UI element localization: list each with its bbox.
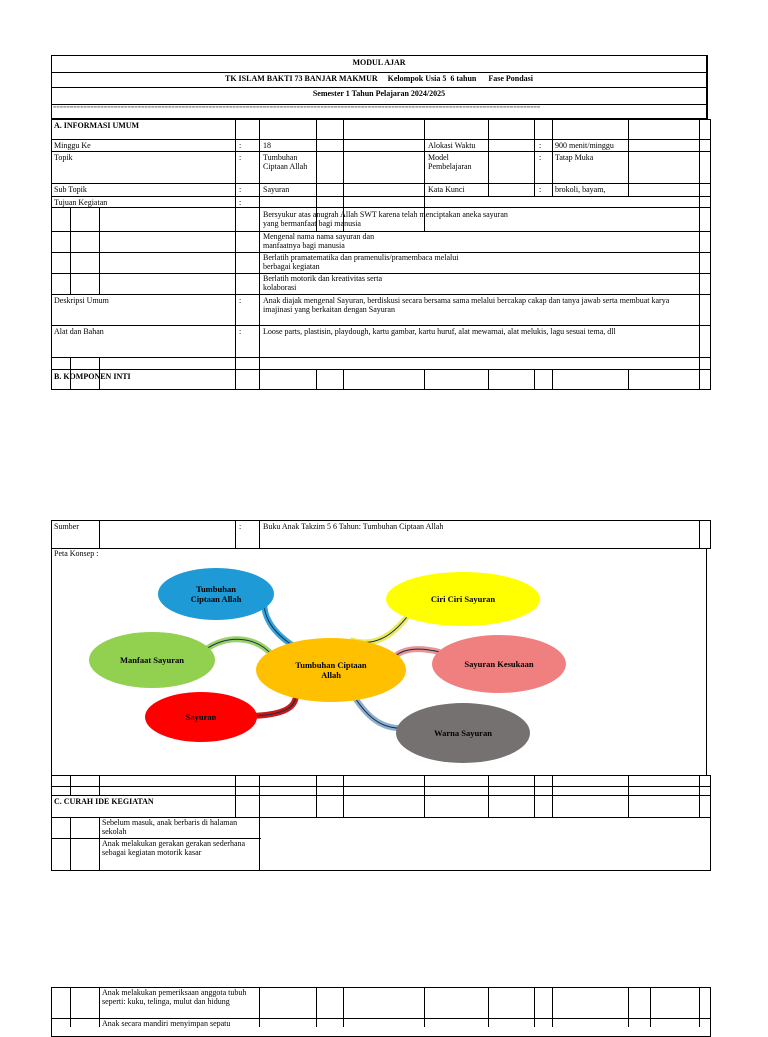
curah-ide-item: Anak melakukan pemeriksaan anggota tubuh seperti: kuku, telinga, mulut dan hidung bbox=[102, 988, 247, 1006]
node-label: Tumbuhan Ciptaan Allah bbox=[190, 584, 242, 604]
alat-value: Loose parts, plastisin, playdough, kartu gambar, kartu huruf, alat mewarnai, alat melukis, lagu sesuai tema, dll bbox=[263, 327, 616, 336]
node-sayuran bbox=[145, 692, 257, 742]
separator-line: ================================================================================================================================================ bbox=[53, 105, 541, 111]
sumber-value: Buku Anak Takzim 5 6 Tahun: Tumbuhan Ciptaan Allah bbox=[263, 522, 444, 531]
node-warna bbox=[396, 703, 530, 763]
peta-konsep-label: Peta Konsep : bbox=[54, 549, 99, 558]
tujuan-item: Berlatih motorik dan kreativitas serta kolaborasi bbox=[263, 274, 383, 292]
curah-ide-item: Anak secara mandiri menyimpan sepatu bbox=[102, 1019, 231, 1028]
subtopik-value: Sayuran bbox=[263, 185, 290, 194]
node-center-label: Tumbuhan Ciptaan Allah bbox=[295, 660, 367, 680]
subtopik-label: Sub Topik bbox=[54, 185, 87, 194]
model-label: Model Pembelajaran bbox=[428, 153, 472, 171]
deskripsi-label: Deskripsi Umum bbox=[54, 296, 109, 305]
alokasi-value: 900 menit/minggu bbox=[555, 141, 614, 150]
node-kesukaan bbox=[432, 635, 566, 693]
node-label: Warna Sayuran bbox=[434, 728, 492, 738]
alat-label: Alat dan Bahan bbox=[54, 327, 104, 336]
tujuan-label: Tujuan Kegiatan bbox=[54, 198, 108, 207]
section-a-heading: A. INFORMASI UMUM bbox=[54, 121, 140, 130]
node-label: Sayuran Kesukaan bbox=[464, 659, 534, 669]
minggu-label: Minggu Ke bbox=[54, 141, 91, 150]
sumber-label: Sumber bbox=[54, 522, 79, 531]
node-label: Manfaat Sayuran bbox=[120, 655, 184, 665]
colon: : bbox=[539, 141, 542, 150]
node-center bbox=[256, 638, 406, 702]
colon: : bbox=[239, 522, 242, 531]
alokasi-label: Alokasi Waktu bbox=[428, 141, 476, 150]
colon: : bbox=[539, 153, 542, 162]
colon: : bbox=[239, 296, 242, 305]
topik-value: Tumbuhan Ciptaan Allah bbox=[263, 153, 308, 171]
minggu-value: 18 bbox=[263, 141, 271, 150]
module-title: MODUL AJAR bbox=[352, 58, 406, 67]
node-tumbuhan bbox=[158, 568, 274, 620]
colon: : bbox=[239, 198, 242, 207]
model-value: Tatap Muka bbox=[555, 153, 594, 162]
colon: : bbox=[539, 185, 542, 194]
katakunci-value: brokoli, bayam, bbox=[555, 185, 606, 194]
topik-label: Topik bbox=[54, 153, 73, 162]
tujuan-item: Mengenal nama nama sayuran dan manfaatnya bagi manusia bbox=[263, 232, 375, 250]
section-b-heading: B. KOMPONEN INTI bbox=[54, 372, 131, 381]
semester-line: Semester 1 Tahun Pelajaran 2024/2025 bbox=[312, 89, 446, 98]
node-label: Ciri Ciri Sayuran bbox=[430, 594, 496, 604]
deskripsi-value: Anak diajak mengenal Sayuran, berdiskusi secara bersama sama melalui bercakap cakap dan tanya jawab serta membuat karya imajinasi yang berkaitan dengan Sayuran bbox=[263, 296, 670, 314]
arrow-to-manfaat bbox=[205, 639, 272, 655]
curah-ide-item: Anak melakukan gerakan gerakan sederhana sebagai kegiatan motorik kasar bbox=[102, 839, 246, 857]
node-label: Sayuran bbox=[185, 712, 217, 722]
colon: : bbox=[239, 185, 242, 194]
section-c-heading: C. CURAH IDE KEGIATAN bbox=[54, 797, 154, 806]
colon: : bbox=[239, 153, 242, 162]
curah-ide-item: Sebelum masuk, anak berbaris di halaman sekolah bbox=[102, 818, 238, 836]
tujuan-item: Bersyukur atas anugrah Allah SWT karena telah menciptakan aneka sayuran yang bermanfaat bagi manusia bbox=[263, 210, 508, 228]
tujuan-item: Berlatih pramatematika dan pramenulis/pramembaca melalui berbagai kegiatan bbox=[263, 253, 459, 271]
school-line: TK ISLAM BAKTI 73 BANJAR MAKMUR Kelompok Usia 5 6 tahun Fase Pondasi bbox=[224, 74, 534, 83]
colon: : bbox=[239, 141, 242, 150]
katakunci-label: Kata Kunci bbox=[428, 185, 465, 194]
node-ciri bbox=[386, 572, 540, 626]
colon: : bbox=[239, 327, 242, 336]
node-manfaat bbox=[89, 632, 215, 688]
